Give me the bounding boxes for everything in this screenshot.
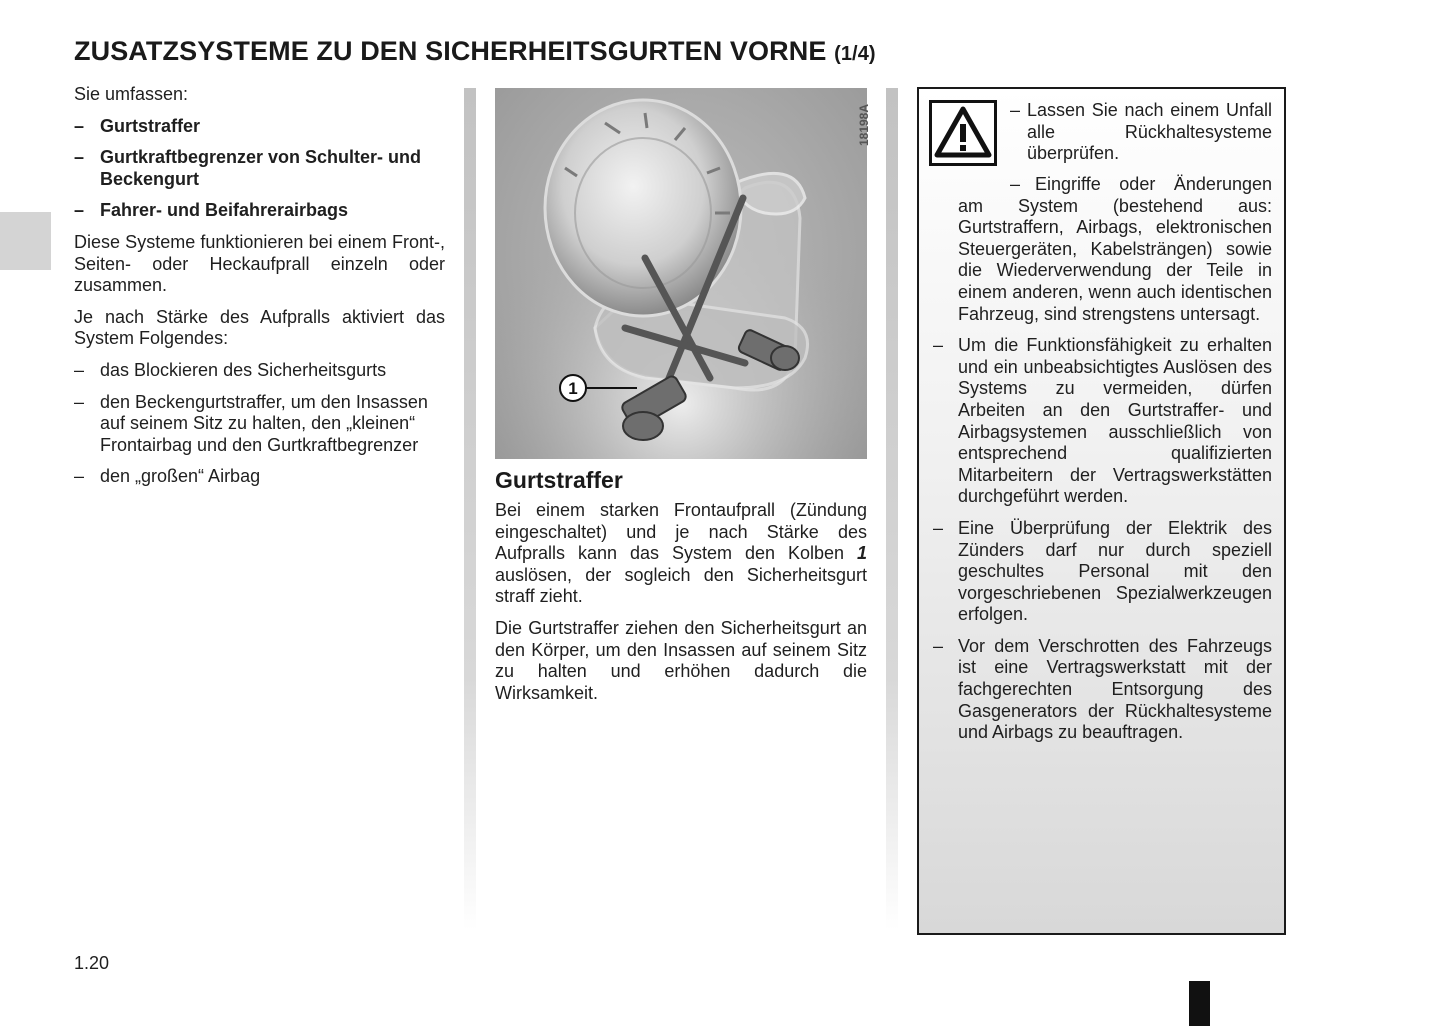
warning-text-top <box>1010 100 1272 175</box>
edge-thumb-marker <box>1189 981 1210 1026</box>
page-number: 1.20 <box>74 953 110 973</box>
section-tab-marker <box>0 212 51 270</box>
list-item: – das Blockieren des Sicherheitsgurts <box>74 360 445 382</box>
figure-code <box>854 95 874 155</box>
warning-item: – Vor dem Verschrotten des Fahrzeugs ist eine Vertragswerkstatt mit der fachgerechten Entsorgung des Gasgenerators der Rückhaltesysteme und Airbags zu beauftragen. <box>933 636 1272 744</box>
component-list <box>74 116 445 222</box>
warning-item: – Lassen Sie nach einem Unfall alle Rückhaltesysteme überprüfen. <box>1010 100 1272 165</box>
paragraph: Je nach Stärke des Aufpralls aktiviert das System Folgendes: <box>74 306 445 349</box>
intro-text: Sie umfassen: <box>74 84 189 104</box>
list-item: – den „großen“ Airbag <box>74 466 445 488</box>
seat-belt-pretensioner-illustration <box>495 88 867 459</box>
callout-number: 1 <box>568 379 578 398</box>
column-middle <box>495 466 867 714</box>
action-list <box>74 360 445 488</box>
column-left <box>74 84 445 498</box>
piston-reference: 1 <box>856 543 867 564</box>
warning-item: – Um die Funktionsfähigkeit zu erhalten und ein unbeabsichtigtes Auslösen des Systems zu vermeiden, dürfen Arbeiten an den Gurtstraffer- und Airbagsystemen ausschließlich von entsprechend qualifizierten Mitarbeitern der Vertragswerkstätten durchgeführt werden. <box>933 335 1272 508</box>
column-divider <box>886 88 898 930</box>
page-title <box>74 36 876 67</box>
warning-triangle-icon <box>929 100 997 166</box>
warning-text-list <box>933 174 1272 754</box>
figure-code-text: 18198A <box>857 103 871 147</box>
page-title-text: ZUSATZSYSTEME ZU DEN SICHERHEITSGURTEN VORNE <box>74 36 827 66</box>
illustration-drawing <box>495 88 867 459</box>
section-heading: Gurtstraffer <box>495 467 623 493</box>
paragraph: Diese Systeme funktionieren bei einem Front-, Seiten- oder Heckaufprall einzeln oder zusammen. <box>74 231 445 296</box>
column-divider <box>464 88 476 930</box>
list-item: – Gurtstraffer <box>74 116 445 138</box>
text-span: Bei einem starken Frontaufprall (Zündung eingeschaltet) und je nach Stärke des Aufpralls kann das System den Kolben <box>495 500 867 564</box>
list-item: – Gurtkraftbegrenzer von Schulter- und Beckengurt <box>74 147 445 190</box>
warning-item: – Eingriffe oder Änderungen am System (bestehend aus: Gurtstraffern, Airbags, elektronischen Steuergeräten, Kabelsträngen) sowie die Wiederverwendung der Teile in einem anderen, wenn auch identischen Fahrzeug, sind strengstens untersagt. <box>933 174 1272 325</box>
list-item: – den Beckengurtstraffer, um den Insassen auf seinem Sitz zu halten, den „kleinen“ Frontairbag und den Gurtkraftbegrenzer <box>74 392 445 457</box>
page-title-fraction: (1/4) <box>834 43 876 65</box>
warning-item: – Eine Überprüfung der Elektrik des Zünders darf nur durch speziell geschultes Personal mit den vorgeschriebenen Spezialwerkzeugen erfolgen. <box>933 518 1272 626</box>
paragraph: Die Gurtstraffer ziehen den Sicherheitsgurt an den Körper, um den Insassen auf seinem Sitz zu halten und erhöhen dadurch die Wirksamkeit. <box>495 617 867 703</box>
paragraph <box>495 500 867 608</box>
list-item: – Fahrer- und Beifahrerairbags <box>74 200 445 222</box>
text-span: auslösen, der sogleich den Sicherheitsgurt straff zieht. <box>495 564 867 607</box>
